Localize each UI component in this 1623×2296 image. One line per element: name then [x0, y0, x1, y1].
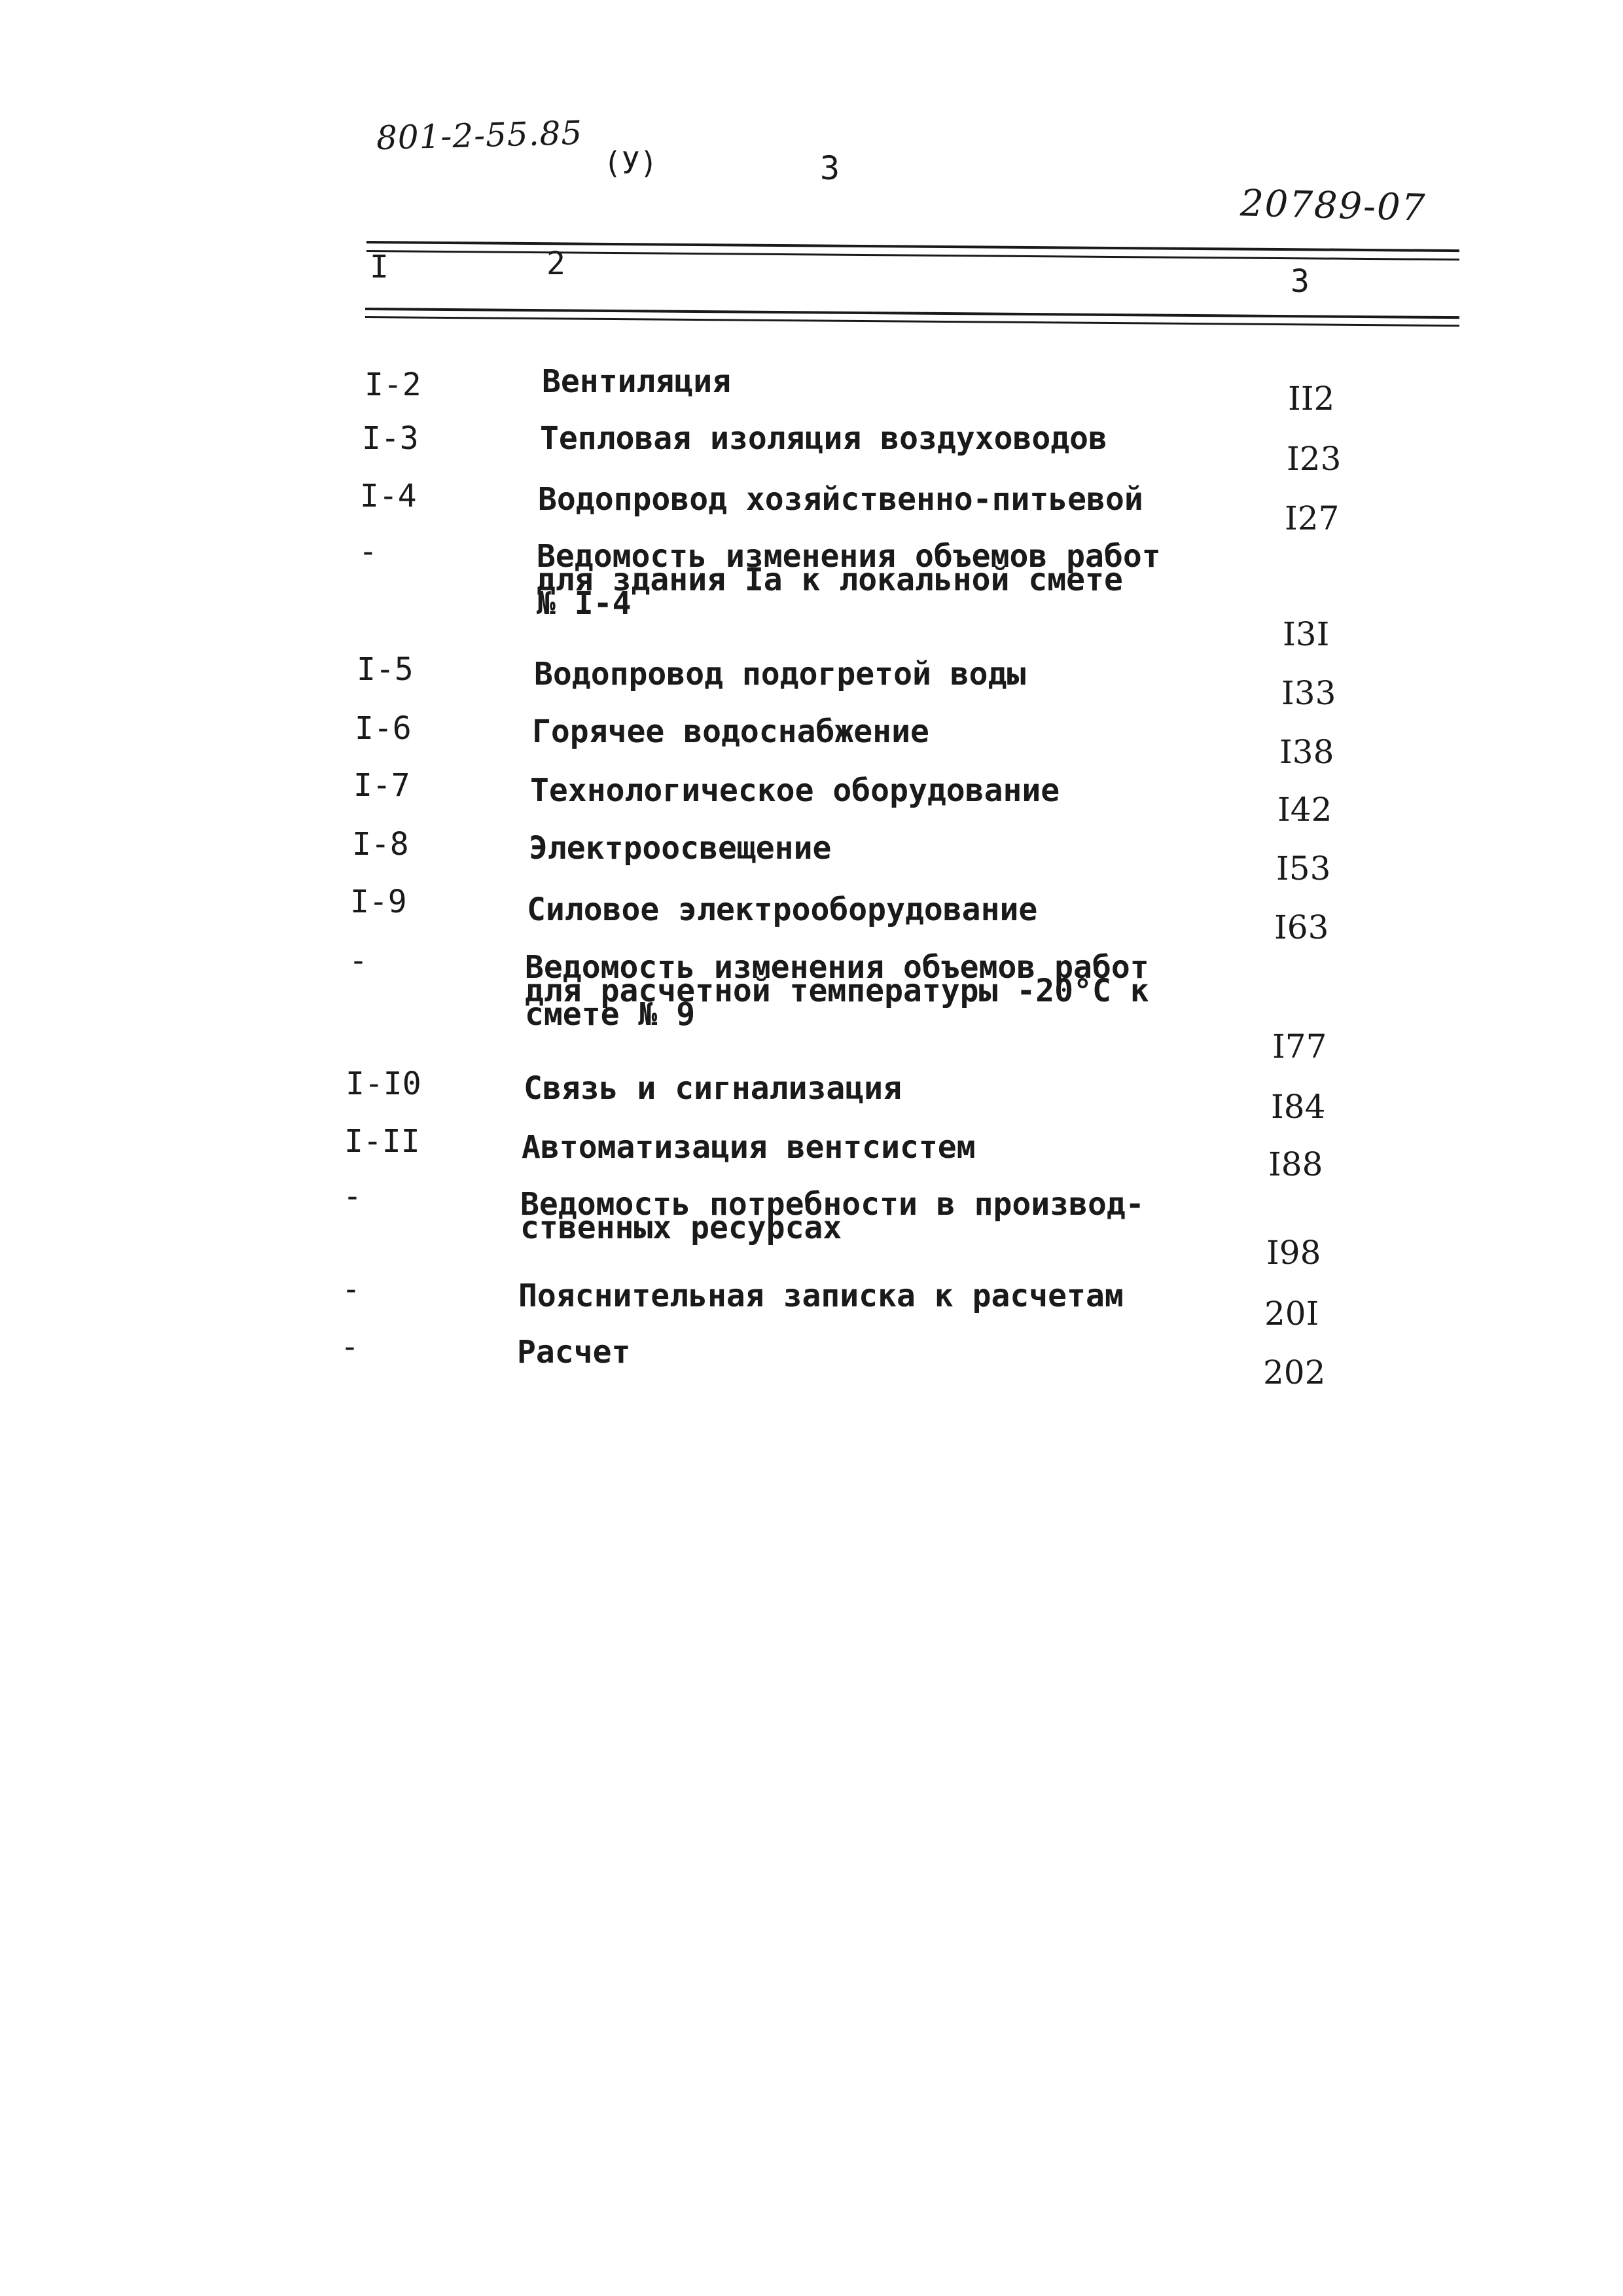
entry-title: Расчет	[517, 1334, 631, 1371]
entry-number: I-9	[350, 884, 407, 920]
header-rule-top-secondary	[366, 250, 1459, 260]
entry-number: I-5	[357, 651, 414, 688]
entry-page: I27	[1285, 499, 1340, 537]
document-number: 20789-07	[1240, 182, 1427, 230]
entry-title: Ведомость изменения объемов работ для здания Iа к локальной смете № I-4	[537, 538, 1161, 622]
entry-page: I88	[1268, 1145, 1323, 1183]
entry-page: I98	[1266, 1234, 1321, 1272]
entry-page: 202	[1263, 1354, 1326, 1391]
entry-title: Связь и сигнализация	[524, 1070, 902, 1107]
entry-page: 20I	[1264, 1295, 1319, 1333]
entry-number: -	[349, 942, 368, 979]
entry-number: I-6	[355, 710, 412, 747]
entry-number: I-2	[365, 367, 421, 403]
entry-page: I23	[1287, 440, 1342, 478]
header-rule-top	[366, 241, 1459, 252]
column-header-3: 3	[1291, 263, 1310, 300]
entry-title: Электроосвещение	[529, 830, 832, 867]
column-header-1: I	[370, 249, 389, 285]
entry-number: I-I0	[346, 1066, 421, 1102]
document-code: 801-2-55.85	[376, 113, 583, 158]
entry-title: Технологическое оборудование	[530, 772, 1060, 809]
entry-title: Вентиляция	[542, 363, 731, 400]
entry-page: I84	[1271, 1088, 1326, 1126]
entry-title: Ведомость потребности в производ- ственных ресурсах	[520, 1186, 1145, 1246]
entry-title: Автоматизация вентсистем	[522, 1129, 976, 1166]
entry-title: Силовое электрооборудование	[527, 891, 1038, 928]
entry-title: Горячее водоснабжение	[532, 713, 929, 750]
page-number: 3	[820, 149, 840, 187]
entry-number: I-3	[362, 420, 419, 457]
entry-title: Ведомость изменения объемов работ для расчетной температуры -20°С к смете № 9	[525, 949, 1149, 1033]
entry-page: I53	[1276, 850, 1331, 888]
entry-number: I-4	[360, 478, 417, 514]
entry-title: Тепловая изоляция воздуховодов	[540, 420, 1107, 457]
header-rule-bottom-secondary	[365, 316, 1459, 327]
entry-page: I42	[1277, 791, 1332, 829]
entry-number: I-7	[353, 767, 410, 804]
entry-page: II2	[1288, 380, 1335, 418]
entry-page: I63	[1274, 908, 1329, 946]
entry-number: -	[359, 533, 378, 570]
entry-title: Пояснительная записка к расчетам	[518, 1278, 1124, 1314]
column-header-2: 2	[546, 245, 565, 282]
entry-page: I33	[1281, 674, 1336, 712]
document-mark: (У)	[603, 145, 658, 181]
entry-number: I-8	[352, 826, 409, 863]
entry-number: I-II	[344, 1123, 420, 1160]
entry-number: -	[342, 1271, 361, 1308]
entry-title: Водопровод хозяйственно-питьевой	[538, 481, 1143, 518]
entry-page: I77	[1272, 1028, 1327, 1066]
entry-page: I3I	[1283, 615, 1330, 653]
entry-page: I38	[1279, 733, 1334, 771]
entry-title: Водопровод подогретой воды	[534, 656, 1026, 692]
entry-number: -	[343, 1178, 362, 1215]
entry-number: -	[340, 1329, 359, 1365]
